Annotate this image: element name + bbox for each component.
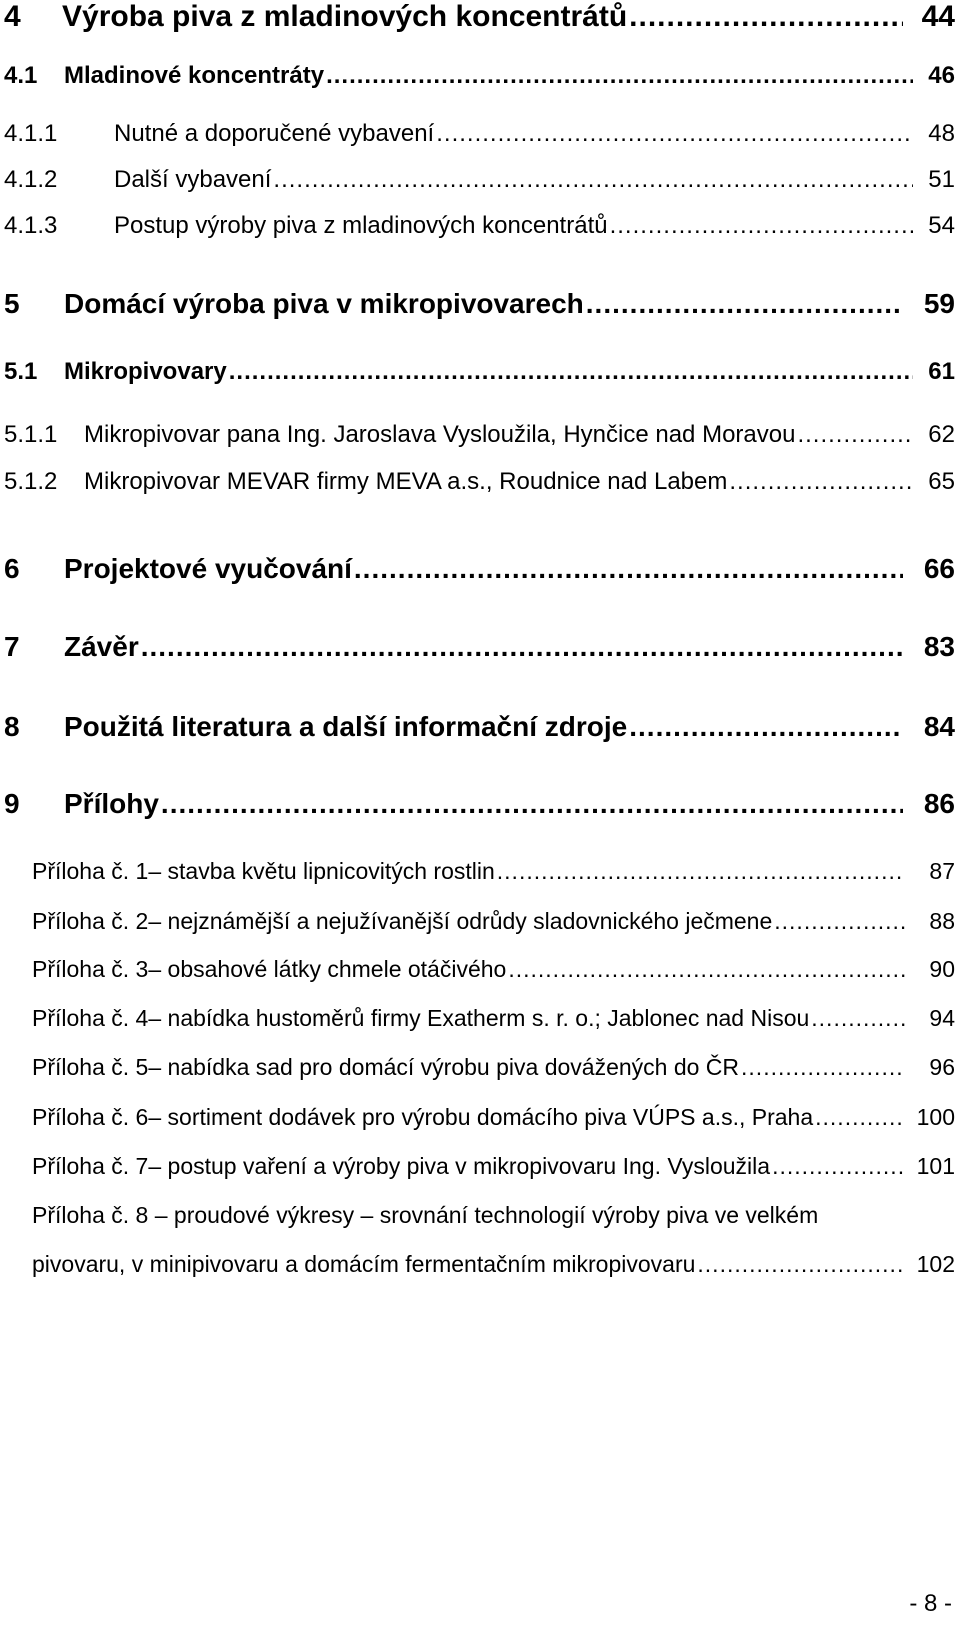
toc-page: 46 bbox=[928, 62, 955, 89]
toc-number: 5.1 bbox=[4, 358, 38, 385]
appendix-title: – postup vaření a výroby piva v mikropivovaru Ing. Vysloužila bbox=[148, 1153, 771, 1179]
toc-number: 4.1.2 bbox=[4, 166, 58, 193]
appendix-label: Příloha č. 5 bbox=[32, 1054, 149, 1080]
dot-leader bbox=[354, 555, 903, 583]
appendix-entry-8-line1[interactable]: Příloha č. 8 – proudové výkresy – srovnání technologií výroby piva ve velkém bbox=[32, 1202, 819, 1228]
toc-title: Postup výroby piva z mladinových koncentrátů bbox=[114, 212, 608, 239]
appendix-entry-4[interactable] bbox=[0, 1007, 960, 1030]
toc-entry-4-1[interactable] bbox=[0, 64, 960, 88]
appendix-page: 94 bbox=[929, 1005, 955, 1031]
toc-number: 4.1.3 bbox=[4, 212, 58, 239]
toc-entry-ch9[interactable] bbox=[0, 790, 960, 818]
toc-title: Mikropivovary bbox=[64, 358, 227, 385]
appendix-page: 88 bbox=[929, 908, 955, 934]
toc-entry-ch8[interactable] bbox=[0, 713, 960, 741]
appendix-label: Příloha č. 3 bbox=[32, 956, 149, 982]
toc-page: 84 bbox=[923, 711, 955, 742]
toc-title: Další vybavení bbox=[114, 166, 272, 193]
toc-title: Závěr bbox=[64, 631, 139, 662]
toc-title: Přílohy bbox=[64, 788, 159, 819]
dot-leader bbox=[729, 470, 913, 494]
toc-entry-5-1-2[interactable] bbox=[0, 470, 960, 494]
dot-leader bbox=[586, 290, 903, 318]
dot-leader bbox=[436, 122, 913, 146]
toc-number: 4.1.1 bbox=[4, 120, 58, 147]
page-number-footer bbox=[0, 1590, 960, 1618]
toc-number: 5 bbox=[4, 288, 20, 319]
appendix-title: – nejznámější a nejužívanější odrůdy sladovnického ječmene bbox=[148, 908, 773, 934]
toc-title: Výroba piva z mladinových koncentrátů bbox=[62, 0, 628, 33]
toc-title: Domácí výroba piva v mikropivovarech bbox=[64, 288, 584, 319]
toc-entry-ch7[interactable] bbox=[0, 633, 960, 661]
appendix-label: Příloha č. 4 bbox=[32, 1005, 149, 1031]
page-number: - 8 - bbox=[909, 1590, 952, 1617]
dot-leader bbox=[629, 2, 903, 32]
toc-title: Mikropivovar pana Ing. Jaroslava Vysloužila, Hynčice nad Moravou bbox=[84, 421, 796, 448]
appendix-entry-5[interactable] bbox=[0, 1056, 960, 1079]
toc-entry-ch4[interactable] bbox=[0, 2, 960, 32]
dot-leader bbox=[508, 958, 905, 981]
dot-leader bbox=[229, 360, 913, 384]
toc-page: 62 bbox=[928, 421, 955, 448]
toc-number: 4.1 bbox=[4, 62, 38, 89]
appendix-title-continued: pivovaru, v minipivovaru a domácím fermentačním mikropivovaru bbox=[32, 1251, 696, 1277]
dot-leader bbox=[815, 1106, 905, 1129]
dot-leader bbox=[697, 1253, 905, 1276]
toc-page: 86 bbox=[923, 788, 955, 819]
appendix-page: 100 bbox=[916, 1104, 955, 1130]
appendix-entry-7[interactable] bbox=[0, 1155, 960, 1178]
toc-number: 6 bbox=[4, 553, 20, 584]
toc-page: 66 bbox=[923, 553, 955, 584]
toc-page: 61 bbox=[928, 358, 955, 385]
toc-page: 83 bbox=[923, 631, 955, 662]
appendix-title: – obsahové látky chmele otáčivého bbox=[148, 956, 507, 982]
dot-leader bbox=[741, 1056, 905, 1079]
toc-entry-5-1[interactable] bbox=[0, 360, 960, 384]
toc-page: 65 bbox=[928, 468, 955, 495]
dot-leader bbox=[811, 1007, 905, 1030]
toc-title: Mladinové koncentráty bbox=[64, 62, 325, 89]
dot-leader bbox=[141, 633, 903, 661]
toc-number: 5.1.2 bbox=[4, 468, 58, 495]
dot-leader bbox=[774, 910, 905, 933]
dot-leader bbox=[273, 168, 913, 192]
appendix-title: – sortiment dodávek pro výrobu domácího piva VÚPS a.s., Praha bbox=[148, 1104, 814, 1130]
toc-page: 54 bbox=[928, 212, 955, 239]
toc-entry-ch6[interactable] bbox=[0, 555, 960, 583]
dot-leader bbox=[161, 790, 903, 818]
toc-page: 48 bbox=[928, 120, 955, 147]
appendix-label: Příloha č. 6 bbox=[32, 1104, 149, 1130]
toc-page: 59 bbox=[923, 288, 955, 319]
dot-leader bbox=[772, 1155, 905, 1178]
toc-number: 9 bbox=[4, 788, 20, 819]
toc-entry-ch5[interactable] bbox=[0, 290, 960, 318]
appendix-entry-8-line2[interactable] bbox=[0, 1253, 960, 1276]
toc-entry-4-1-3[interactable] bbox=[0, 214, 960, 238]
appendix-label: Příloha č. 1 bbox=[32, 858, 149, 884]
dot-leader bbox=[797, 423, 913, 447]
toc-page: 44 bbox=[921, 0, 955, 33]
appendix-page: 90 bbox=[929, 956, 955, 982]
dot-leader bbox=[497, 860, 905, 883]
toc-entry-4-1-2[interactable] bbox=[0, 168, 960, 192]
appendix-page: 96 bbox=[929, 1054, 955, 1080]
appendix-page: 101 bbox=[916, 1153, 955, 1179]
dot-leader bbox=[629, 713, 903, 741]
toc-number: 5.1.1 bbox=[4, 421, 58, 448]
toc-number: 8 bbox=[4, 711, 20, 742]
dot-leader bbox=[610, 214, 913, 238]
appendix-title: – stavba květu lipnicovitých rostlin bbox=[148, 858, 495, 884]
toc-title: Nutné a doporučené vybavení bbox=[114, 120, 435, 147]
toc-title: Použitá literatura a další informační zdroje bbox=[64, 711, 628, 742]
appendix-title: – nabídka sad pro domácí výrobu piva dovážených do ČR bbox=[148, 1054, 740, 1080]
toc-page: 51 bbox=[928, 166, 955, 193]
toc-title: Projektové vyučování bbox=[64, 553, 352, 584]
appendix-page: 102 bbox=[916, 1251, 955, 1277]
toc-entry-5-1-1[interactable] bbox=[0, 423, 960, 447]
toc-title: Mikropivovar MEVAR firmy MEVA a.s., Roudnice nad Labem bbox=[84, 468, 728, 495]
appendix-entry-3[interactable] bbox=[0, 958, 960, 981]
toc-number: 4 bbox=[4, 0, 21, 33]
appendix-entry-2[interactable] bbox=[0, 910, 960, 933]
toc-number: 7 bbox=[4, 631, 20, 662]
appendix-page: 87 bbox=[929, 858, 955, 884]
appendix-entry-1[interactable] bbox=[0, 860, 960, 883]
toc-entry-4-1-1[interactable] bbox=[0, 122, 960, 146]
appendix-title: – nabídka hustoměrů firmy Exatherm s. r. o.; Jablonec nad Nisou bbox=[148, 1005, 810, 1031]
appendix-label: Příloha č. 2 bbox=[32, 908, 149, 934]
appendix-label: Příloha č. 7 bbox=[32, 1153, 149, 1179]
appendix-entry-6[interactable] bbox=[0, 1106, 960, 1129]
dot-leader bbox=[326, 64, 913, 88]
